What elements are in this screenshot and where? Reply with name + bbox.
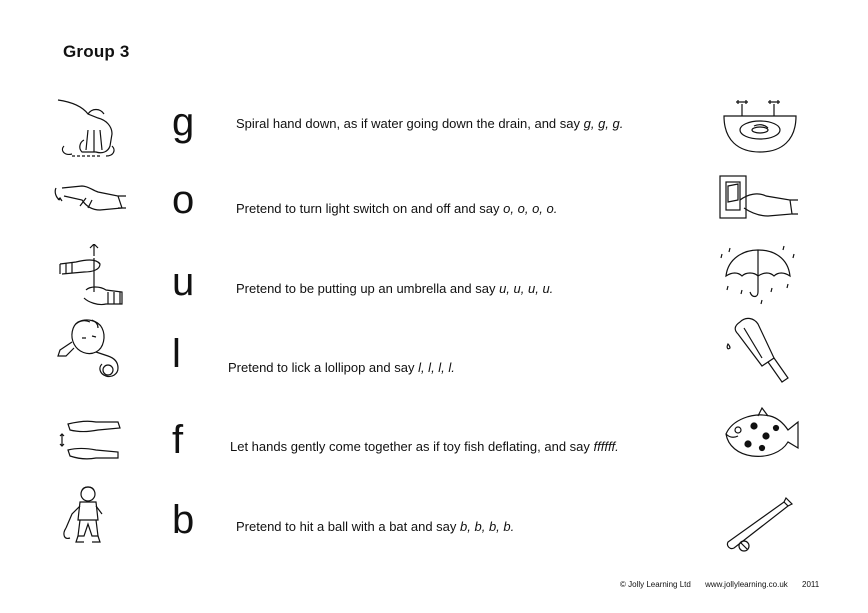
instruction-text: Let hands gently come together as if toy fish deflating, and say [230, 439, 594, 454]
footer [620, 580, 831, 589]
row-f [0, 404, 868, 474]
instruction-text: Pretend to turn light switch on and off and say [236, 201, 504, 216]
instruction-sound: o, o, o, o. [503, 201, 558, 216]
hands-together-icon [52, 404, 132, 470]
instruction-text: Pretend to be putting up an umbrella and say [236, 281, 500, 296]
instruction-f [230, 439, 619, 454]
instruction-sound: ffffff. [593, 439, 619, 454]
row-b [0, 484, 868, 554]
toy-fish-icon [718, 404, 802, 474]
instruction-sound: b, b, b, b. [460, 519, 515, 534]
instruction-sound: u, u, u, u. [499, 281, 554, 296]
umbrella-hands-icon [52, 244, 132, 310]
row-g [0, 96, 868, 166]
bat-ball-icon [718, 484, 802, 554]
row-o [0, 174, 868, 244]
lollipop-icon [718, 316, 802, 388]
hand-spiral-icon [52, 96, 132, 162]
letter-b: b [172, 498, 195, 542]
row-u [0, 244, 868, 314]
instruction-l [228, 360, 455, 375]
instruction-b [236, 519, 514, 534]
boy-bat-icon [52, 484, 132, 550]
instruction-u [236, 281, 553, 296]
instruction-text: Pretend to hit a ball with a bat and say [236, 519, 461, 534]
year-text: 2011 [802, 580, 820, 589]
umbrella-rain-icon [718, 244, 802, 314]
child-licking-icon [52, 316, 132, 382]
instruction-g [236, 116, 623, 131]
instruction-text: Pretend to lick a lollipop and say [228, 360, 419, 375]
letter-o: o [172, 178, 195, 222]
letter-u: u [172, 260, 195, 304]
copyright-text: © Jolly Learning Ltd [620, 580, 691, 589]
finger-point-icon [52, 174, 132, 240]
instruction-sound: l, l, l, l. [418, 360, 455, 375]
letter-l: l [172, 332, 181, 376]
letter-f: f [172, 418, 184, 462]
letter-g: g [172, 100, 195, 144]
instruction-text: Spiral hand down, as if water going down the drain, and say [236, 116, 584, 131]
website-text: www.jollylearning.co.uk [705, 580, 788, 589]
page-title: Group 3 [63, 42, 130, 61]
row-l [0, 316, 868, 386]
instruction-o [236, 201, 557, 216]
sink-icon [718, 96, 802, 166]
light-switch-icon [718, 174, 802, 244]
instruction-sound: g, g, g. [583, 116, 624, 131]
